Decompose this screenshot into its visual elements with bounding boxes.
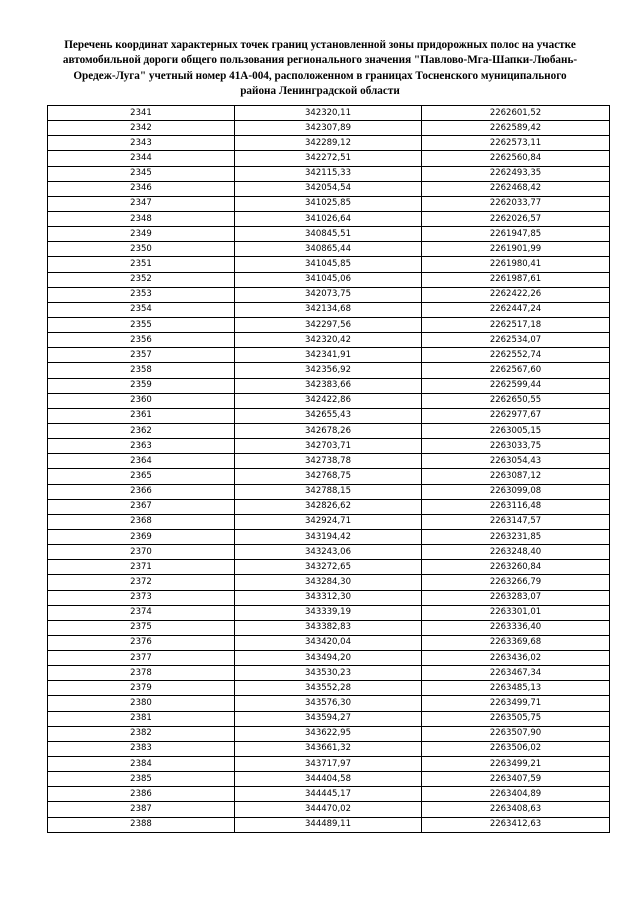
table-row [48,666,610,681]
y-coordinate-cell: 2262552,74 [422,348,610,363]
point-number-cell: 2347 [48,196,235,211]
table-row [48,166,610,181]
x-coordinate-cell: 342341,91 [235,348,422,363]
y-coordinate-cell: 2263505,75 [422,711,610,726]
x-coordinate-cell: 341045,06 [235,272,422,287]
point-number-cell: 2341 [48,106,235,121]
x-coordinate-cell: 342073,75 [235,287,422,302]
y-coordinate-cell: 2262599,44 [422,378,610,393]
y-coordinate-cell: 2263506,02 [422,741,610,756]
x-coordinate-cell: 342678,26 [235,423,422,438]
point-number-cell: 2349 [48,227,235,242]
point-number-cell: 2371 [48,560,235,575]
table-row [48,181,610,196]
point-number-cell: 2387 [48,802,235,817]
x-coordinate-cell: 342272,51 [235,151,422,166]
y-coordinate-cell: 2263467,34 [422,666,610,681]
point-number-cell: 2345 [48,166,235,181]
x-coordinate-cell: 342320,11 [235,106,422,121]
point-number-cell: 2375 [48,620,235,635]
table-row [48,605,610,620]
point-number-cell: 2363 [48,439,235,454]
x-coordinate-cell: 340845,51 [235,227,422,242]
x-coordinate-cell: 344489,11 [235,817,422,832]
point-number-cell: 2368 [48,514,235,529]
table-row [48,560,610,575]
title-line: Перечень координат характерных точек границ установленной зоны придорожных полос на участке [64,39,576,51]
y-coordinate-cell: 2262534,07 [422,333,610,348]
point-number-cell: 2353 [48,287,235,302]
table-row [48,681,610,696]
y-coordinate-cell: 2263260,84 [422,560,610,575]
y-coordinate-cell: 2263407,59 [422,772,610,787]
table-row [48,772,610,787]
x-coordinate-cell: 343661,32 [235,741,422,756]
x-coordinate-cell: 342826,62 [235,499,422,514]
table-row [48,302,610,317]
y-coordinate-cell: 2262573,11 [422,136,610,151]
table-row [48,529,610,544]
x-coordinate-cell: 342924,71 [235,514,422,529]
table-row [48,272,610,287]
point-number-cell: 2342 [48,121,235,136]
x-coordinate-cell: 343576,30 [235,696,422,711]
table-row [48,363,610,378]
table-row [48,514,610,529]
y-coordinate-cell: 2263336,40 [422,620,610,635]
table-row [48,242,610,257]
table-row [48,227,610,242]
table-row [48,651,610,666]
x-coordinate-cell: 343420,04 [235,635,422,650]
table-row [48,635,610,650]
point-number-cell: 2372 [48,575,235,590]
table-row [48,620,610,635]
x-coordinate-cell: 343243,06 [235,545,422,560]
table-row [48,136,610,151]
table-row [48,408,610,423]
point-number-cell: 2383 [48,741,235,756]
y-coordinate-cell: 2261987,61 [422,272,610,287]
y-coordinate-cell: 2262560,84 [422,151,610,166]
x-coordinate-cell: 342289,12 [235,136,422,151]
table-row [48,393,610,408]
table-row [48,787,610,802]
x-coordinate-cell: 342320,42 [235,333,422,348]
y-coordinate-cell: 2262567,60 [422,363,610,378]
x-coordinate-cell: 342297,56 [235,317,422,332]
point-number-cell: 2376 [48,635,235,650]
x-coordinate-cell: 343339,19 [235,605,422,620]
y-coordinate-cell: 2261980,41 [422,257,610,272]
x-coordinate-cell: 340865,44 [235,242,422,257]
x-coordinate-cell: 342356,92 [235,363,422,378]
table-row [48,211,610,226]
point-number-cell: 2343 [48,136,235,151]
point-number-cell: 2346 [48,181,235,196]
point-number-cell: 2360 [48,393,235,408]
x-coordinate-cell: 343284,30 [235,575,422,590]
table-row [48,757,610,772]
y-coordinate-cell: 2263147,57 [422,514,610,529]
x-coordinate-cell: 344470,02 [235,802,422,817]
y-coordinate-cell: 2262977,67 [422,408,610,423]
point-number-cell: 2356 [48,333,235,348]
table-row [48,575,610,590]
coordinates-table [47,105,610,833]
x-coordinate-cell: 342738,78 [235,454,422,469]
y-coordinate-cell: 2263499,21 [422,757,610,772]
y-coordinate-cell: 2263033,75 [422,439,610,454]
table-row [48,696,610,711]
y-coordinate-cell: 2263231,85 [422,529,610,544]
table-row [48,106,610,121]
x-coordinate-cell: 342307,89 [235,121,422,136]
y-coordinate-cell: 2263485,13 [422,681,610,696]
table-row [48,454,610,469]
table-row [48,711,610,726]
y-coordinate-cell: 2262026,57 [422,211,610,226]
x-coordinate-cell: 343194,42 [235,529,422,544]
y-coordinate-cell: 2261947,85 [422,227,610,242]
table-row [48,333,610,348]
table-row [48,287,610,302]
point-number-cell: 2386 [48,787,235,802]
coordinates-table-body [48,106,610,833]
table-row [48,121,610,136]
point-number-cell: 2379 [48,681,235,696]
point-number-cell: 2367 [48,499,235,514]
point-number-cell: 2370 [48,545,235,560]
y-coordinate-cell: 2263412,63 [422,817,610,832]
x-coordinate-cell: 342655,43 [235,408,422,423]
table-row [48,469,610,484]
x-coordinate-cell: 342383,66 [235,378,422,393]
y-coordinate-cell: 2263369,68 [422,635,610,650]
y-coordinate-cell: 2263099,08 [422,484,610,499]
y-coordinate-cell: 2262033,77 [422,196,610,211]
y-coordinate-cell: 2262601,52 [422,106,610,121]
point-number-cell: 2352 [48,272,235,287]
point-number-cell: 2351 [48,257,235,272]
x-coordinate-cell: 344404,58 [235,772,422,787]
point-number-cell: 2373 [48,590,235,605]
table-row [48,590,610,605]
point-number-cell: 2344 [48,151,235,166]
point-number-cell: 2357 [48,348,235,363]
y-coordinate-cell: 2263301,01 [422,605,610,620]
point-number-cell: 2378 [48,666,235,681]
point-number-cell: 2382 [48,726,235,741]
x-coordinate-cell: 343594,27 [235,711,422,726]
table-row [48,196,610,211]
y-coordinate-cell: 2262447,24 [422,302,610,317]
point-number-cell: 2380 [48,696,235,711]
table-row [48,378,610,393]
x-coordinate-cell: 342115,33 [235,166,422,181]
x-coordinate-cell: 343552,28 [235,681,422,696]
table-row [48,817,610,832]
point-number-cell: 2369 [48,529,235,544]
x-coordinate-cell: 343717,97 [235,757,422,772]
x-coordinate-cell: 342788,15 [235,484,422,499]
y-coordinate-cell: 2262517,18 [422,317,610,332]
point-number-cell: 2388 [48,817,235,832]
table-row [48,348,610,363]
point-number-cell: 2361 [48,408,235,423]
point-number-cell: 2385 [48,772,235,787]
y-coordinate-cell: 2263408,63 [422,802,610,817]
point-number-cell: 2384 [48,757,235,772]
x-coordinate-cell: 343312,30 [235,590,422,605]
table-row [48,545,610,560]
x-coordinate-cell: 341026,64 [235,211,422,226]
point-number-cell: 2365 [48,469,235,484]
y-coordinate-cell: 2262422,26 [422,287,610,302]
title-line: автомобильной дороги общего пользования регионального значения "Павлово-Мга-Шапки-Любань- [62,54,578,67]
table-row [48,257,610,272]
point-number-cell: 2350 [48,242,235,257]
table-row [48,151,610,166]
table-row [48,317,610,332]
point-number-cell: 2358 [48,363,235,378]
x-coordinate-cell: 342054,54 [235,181,422,196]
point-number-cell: 2354 [48,302,235,317]
y-coordinate-cell: 2263005,15 [422,423,610,438]
x-coordinate-cell: 342768,75 [235,469,422,484]
table-row [48,802,610,817]
x-coordinate-cell: 343272,65 [235,560,422,575]
y-coordinate-cell: 2263266,79 [422,575,610,590]
y-coordinate-cell: 2263507,90 [422,726,610,741]
point-number-cell: 2359 [48,378,235,393]
point-number-cell: 2374 [48,605,235,620]
x-coordinate-cell: 342134,68 [235,302,422,317]
table-row [48,484,610,499]
y-coordinate-cell: 2263248,40 [422,545,610,560]
x-coordinate-cell: 343530,23 [235,666,422,681]
table-row [48,439,610,454]
point-number-cell: 2348 [48,211,235,226]
table-row [48,499,610,514]
title-line: района Ленинградской области [240,84,400,97]
point-number-cell: 2381 [48,711,235,726]
document-title [40,38,600,99]
y-coordinate-cell: 2262468,42 [422,181,610,196]
y-coordinate-cell: 2262650,55 [422,393,610,408]
point-number-cell: 2364 [48,454,235,469]
y-coordinate-cell: 2263116,48 [422,499,610,514]
y-coordinate-cell: 2263283,07 [422,590,610,605]
y-coordinate-cell: 2261901,99 [422,242,610,257]
x-coordinate-cell: 341045,85 [235,257,422,272]
y-coordinate-cell: 2263404,89 [422,787,610,802]
x-coordinate-cell: 341025,85 [235,196,422,211]
x-coordinate-cell: 343622,95 [235,726,422,741]
table-row [48,423,610,438]
x-coordinate-cell: 343494,20 [235,651,422,666]
title-line: Оредеж-Луга" учетный номер 41А-004, расположенном в границах Тосненского муниципального [73,69,567,82]
y-coordinate-cell: 2262493,35 [422,166,610,181]
y-coordinate-cell: 2262589,42 [422,121,610,136]
table-row [48,726,610,741]
y-coordinate-cell: 2263087,12 [422,469,610,484]
point-number-cell: 2366 [48,484,235,499]
y-coordinate-cell: 2263436,02 [422,651,610,666]
x-coordinate-cell: 344445,17 [235,787,422,802]
x-coordinate-cell: 342422,86 [235,393,422,408]
point-number-cell: 2355 [48,317,235,332]
x-coordinate-cell: 342703,71 [235,439,422,454]
y-coordinate-cell: 2263054,43 [422,454,610,469]
table-row [48,741,610,756]
x-coordinate-cell: 343382,83 [235,620,422,635]
point-number-cell: 2362 [48,423,235,438]
y-coordinate-cell: 2263499,71 [422,696,610,711]
point-number-cell: 2377 [48,651,235,666]
